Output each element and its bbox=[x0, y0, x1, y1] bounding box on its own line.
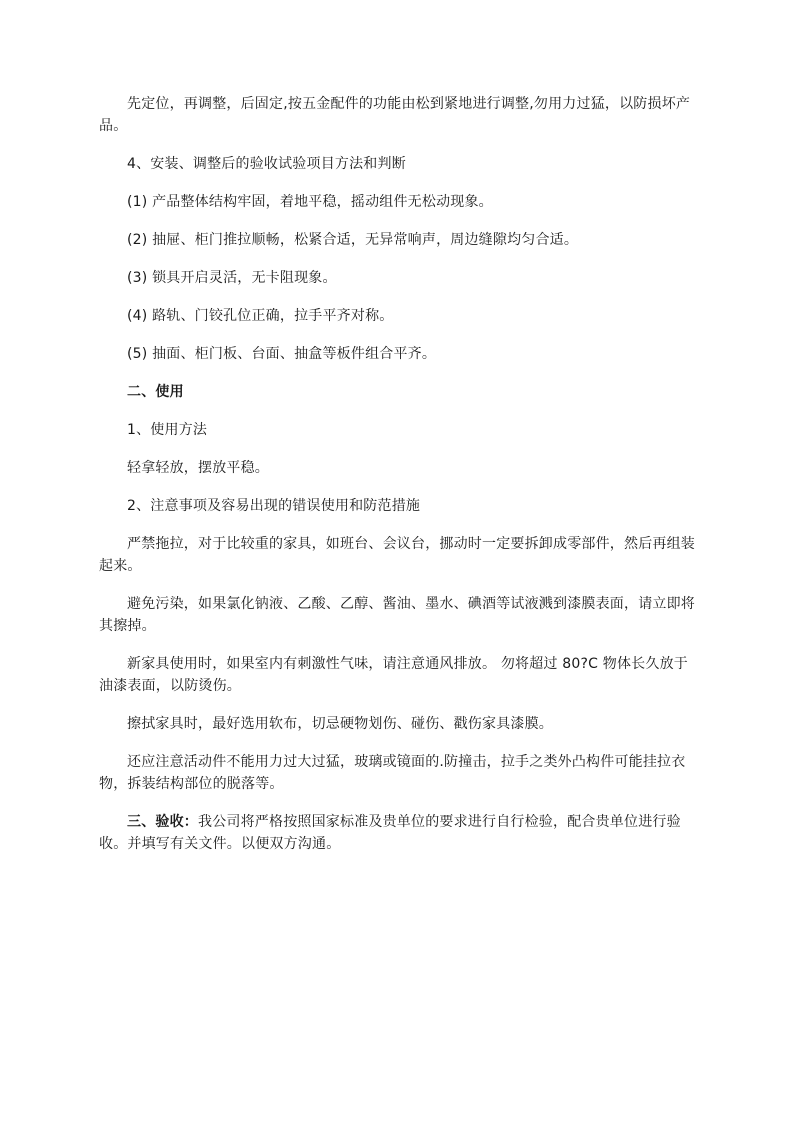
section-heading-usage: 二、使用 bbox=[127, 384, 184, 400]
subheading-usage-method: 1、使用方法 bbox=[127, 422, 208, 438]
paragraph-installation-adjust: 先定位，再调整，后固定,按五金配件的功能由松到紧地进行调整,勿用力过猛，以防损坏产品。 bbox=[99, 96, 691, 134]
list-item-1: (1) 产品整体结构牢固，着地平稳，摇动组件无松动现象。 bbox=[127, 194, 493, 210]
list-item-4: (4) 路轨、门铰孔位正确，拉手平齐对称。 bbox=[127, 308, 394, 324]
list-item-5: (5) 抽面、柜门板、台面、抽盒等板件组合平齐。 bbox=[127, 346, 437, 362]
paragraph-moving-parts: 还应注意活动件不能用力过大过猛，玻璃或镜面的.防撞击，拉手之类外凸构件可能挂拉衣物，拆装结构部位的脱落等。 bbox=[99, 754, 686, 792]
acceptance-body-text: 我公司将严格按照国家标准及贵单位的要求进行自行检验，配合贵单位进行验收。并填写有关文件。以便双方沟通。 bbox=[99, 814, 681, 852]
section-heading-acceptance: 三、验收： bbox=[127, 814, 198, 830]
paragraph-wiping: 擦拭家具时，最好选用软布，切忌硬物划伤、碰伤、戳伤家具漆膜。 bbox=[127, 716, 553, 732]
paragraph-acceptance bbox=[99, 811, 699, 855]
paragraph-ventilation: 新家具使用时，如果室内有刺激性气味，请注意通风排放。 勿将超过 80?C 物体长久放于油漆表面，以防烫伤。 bbox=[99, 656, 688, 694]
list-item-2: (2) 抽屉、柜门推拉顺畅，松紧合适，无异常响声，周边缝隙均匀合适。 bbox=[127, 232, 579, 248]
document-body bbox=[99, 93, 699, 871]
subheading-precautions: 2、注意事项及容易出现的错误使用和防范措施 bbox=[127, 498, 421, 514]
paragraph-no-dragging: 严禁拖拉，对于比较重的家具，如班台、会议台，挪动时一定要拆卸成零部件，然后再组装起来。 bbox=[99, 536, 695, 574]
paragraph-avoid-pollution: 避免污染，如果氯化钠液、乙酸、乙醇、酱油、墨水、碘酒等试液溅到漆膜表面，请立即将其擦掉。 bbox=[99, 596, 695, 634]
paragraph-usage-method: 轻拿轻放，摆放平稳。 bbox=[127, 460, 269, 476]
section-heading-acceptance-test: 4、安装、调整后的验收试验项目方法和判断 bbox=[127, 156, 406, 172]
list-item-3: (3) 锁具开启灵活，无卡阻现象。 bbox=[127, 270, 337, 286]
